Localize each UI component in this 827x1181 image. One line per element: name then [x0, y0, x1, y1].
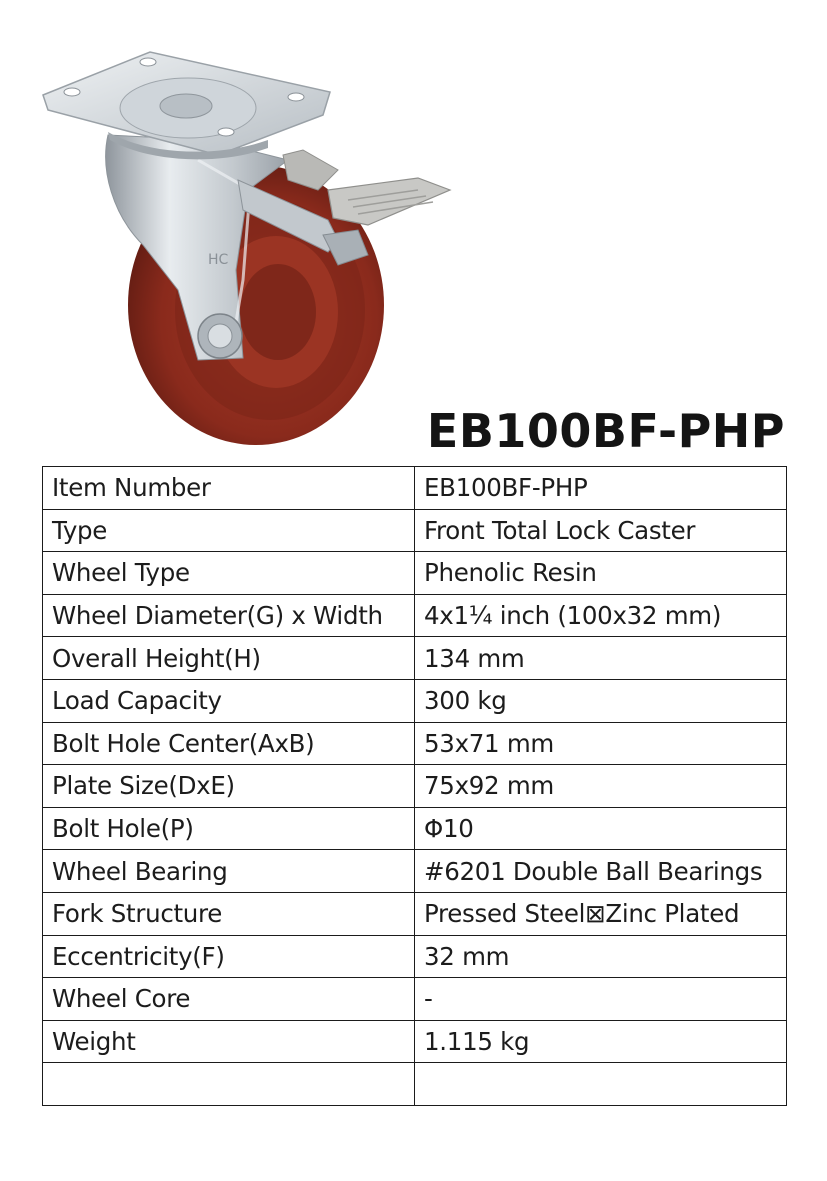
table-row: [43, 509, 787, 552]
spec-label: Wheel Bearing: [43, 850, 415, 893]
spec-label: Item Number: [43, 467, 415, 510]
spec-table: [42, 466, 787, 1106]
spec-label: Type: [43, 509, 415, 552]
spec-label: Bolt Hole Center(AxB): [43, 722, 415, 765]
spec-value: 300 kg: [415, 679, 787, 722]
table-row: [43, 935, 787, 978]
spec-label: Wheel Diameter(G) x Width: [43, 594, 415, 637]
table-row: [43, 467, 787, 510]
spec-label: Bolt Hole(P): [43, 807, 415, 850]
spec-label: Overall Height(H): [43, 637, 415, 680]
table-row: [43, 552, 787, 595]
spec-value: 75x92 mm: [415, 765, 787, 808]
spec-value: EB100BF-PHP: [415, 467, 787, 510]
spec-label: Eccentricity(F): [43, 935, 415, 978]
spec-label: Weight: [43, 1020, 415, 1063]
spec-value: 53x71 mm: [415, 722, 787, 765]
spec-value: Φ10: [415, 807, 787, 850]
table-row: [43, 722, 787, 765]
table-row: [43, 978, 787, 1021]
spec-value: 4x1¼ inch (100x32 mm): [415, 594, 787, 637]
spec-value: Front Total Lock Caster: [415, 509, 787, 552]
spec-value: Pressed Steel⊠Zinc Plated: [415, 892, 787, 935]
spec-value: 32 mm: [415, 935, 787, 978]
axle: [198, 314, 242, 358]
spec-value: -: [415, 978, 787, 1021]
spec-value: [415, 1063, 787, 1106]
spec-label: [43, 1063, 415, 1106]
hub-mark: HC: [208, 252, 229, 268]
spec-label: Load Capacity: [43, 679, 415, 722]
spec-value: #6201 Double Ball Bearings: [415, 850, 787, 893]
table-row: [43, 1020, 787, 1063]
table-row: [43, 765, 787, 808]
table-row: [43, 637, 787, 680]
table-row: [43, 594, 787, 637]
table-row: [43, 1063, 787, 1106]
spec-value: 1.115 kg: [415, 1020, 787, 1063]
table-row: [43, 850, 787, 893]
caster-product-image: [38, 40, 458, 455]
spec-label: Fork Structure: [43, 892, 415, 935]
model-title: EB100BF-PHP: [426, 404, 785, 458]
spec-label: Plate Size(DxE): [43, 765, 415, 808]
table-row: [43, 892, 787, 935]
spec-value: Phenolic Resin: [415, 552, 787, 595]
spec-value: 134 mm: [415, 637, 787, 680]
spec-label: Wheel Type: [43, 552, 415, 595]
top-plate: [43, 52, 330, 159]
table-row: [43, 807, 787, 850]
table-row: [43, 679, 787, 722]
spec-label: Wheel Core: [43, 978, 415, 1021]
